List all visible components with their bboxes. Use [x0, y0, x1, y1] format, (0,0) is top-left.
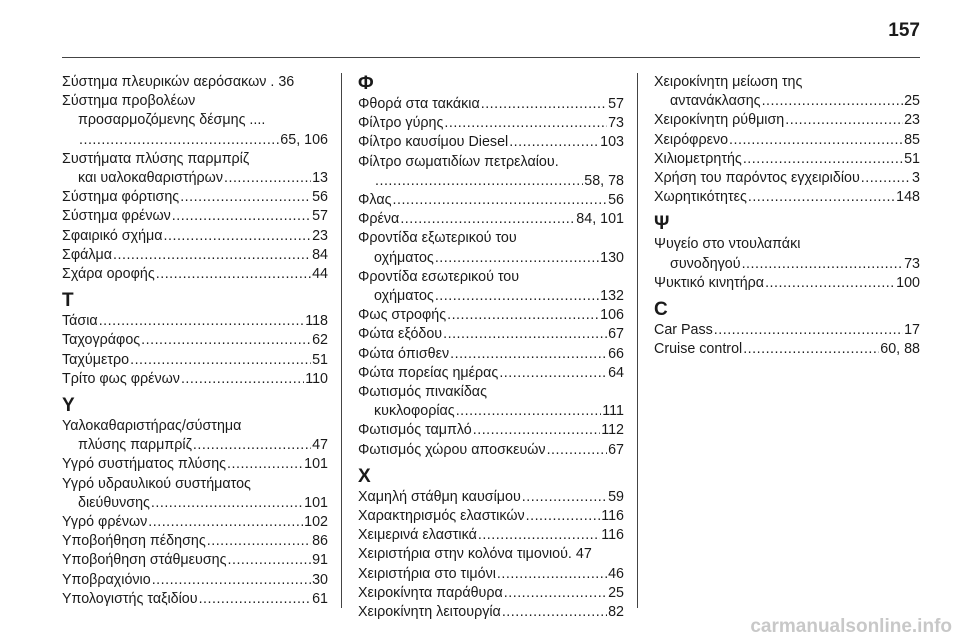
index-entry-text: Χειροκίνητα παράθυρα — [358, 584, 503, 601]
dot-leader — [375, 172, 583, 191]
dot-leader — [478, 526, 600, 545]
index-entry — [358, 306, 624, 325]
index-entry-text: κυκλοφορίας — [374, 403, 455, 420]
dot-leader — [450, 345, 607, 364]
index-page-ref: 118 — [305, 313, 328, 330]
index-entry-text: Φωτισμός χώρου αποσκευών — [358, 441, 546, 458]
index-entry — [358, 488, 624, 507]
index-page-ref: 30 — [312, 571, 328, 588]
index-letter-heading: Τ — [62, 290, 74, 312]
index-page-ref: 47 — [312, 437, 328, 454]
index-letter-heading: Φ — [358, 73, 374, 94]
index-entry-line: Φίλτρο σωματιδίων πετρελαίου. — [358, 153, 559, 170]
index-entry-text: Χιλιομετρητής — [654, 150, 742, 167]
index-entry — [62, 265, 328, 284]
index-entry-line: Συστήματα πλύσης παρμπρίζ — [62, 150, 250, 167]
index-page-ref: 60, 88 — [880, 341, 920, 358]
dot-leader — [199, 590, 312, 609]
index-entry-text: Φθορά στα τακάκια — [358, 96, 480, 112]
dot-leader — [748, 188, 895, 207]
dot-leader — [743, 150, 903, 169]
dot-leader — [547, 441, 608, 460]
index-page-ref: 57 — [608, 96, 624, 112]
dot-leader — [227, 455, 303, 474]
index-entry — [358, 287, 624, 306]
index-entry — [654, 92, 920, 111]
index-entry — [654, 274, 920, 293]
index-page-ref: 23 — [312, 227, 328, 244]
watermark: carmanualsonline.info — [750, 616, 952, 637]
index-entry-text: Φίλτρο καυσίμου Diesel — [358, 134, 509, 151]
index-entry — [62, 312, 328, 331]
index-entry-line: Φροντίδα εξωτερικού του — [358, 230, 517, 247]
index-entry — [358, 603, 624, 622]
index-page-ref: 116 — [601, 508, 624, 525]
index-page-ref: 23 — [904, 112, 920, 129]
index-entry — [62, 551, 328, 570]
index-entry-text: συνοδηγού — [670, 255, 741, 272]
index-page-ref: 84, 101 — [576, 211, 624, 228]
index-page-ref: 25 — [608, 584, 624, 601]
index-entry — [62, 188, 328, 207]
index-page-ref: 111 — [602, 403, 624, 420]
column-divider — [341, 73, 342, 608]
index-entry — [654, 111, 920, 130]
index-entry — [358, 172, 624, 191]
index-page-ref: 47 — [575, 546, 592, 563]
dot-leader — [443, 325, 607, 344]
index-column-1 — [62, 73, 328, 609]
index-entry-text: Υπολογιστής ταξιδίου — [62, 590, 198, 607]
index-page-ref: 84 — [312, 246, 328, 263]
index-entry — [62, 331, 328, 350]
dot-leader — [224, 169, 311, 188]
index-entry-text: Υποβοήθηση πέδησης — [62, 533, 206, 550]
index-entry — [358, 526, 624, 545]
index-page-ref: 51 — [904, 150, 920, 167]
index-page-ref: 67 — [608, 441, 624, 458]
index-entry-text: Σχάρα οροφής — [62, 266, 155, 283]
index-entry — [62, 207, 328, 226]
index-column-2 — [358, 73, 624, 622]
index-entry — [358, 325, 624, 344]
index-column-3 — [654, 73, 920, 359]
index-entry-text: Φρένα — [358, 211, 400, 228]
index-entry — [654, 150, 920, 169]
index-entry — [654, 340, 920, 359]
index-page-ref: 82 — [608, 604, 624, 621]
dot-leader — [522, 488, 607, 507]
index-entry-text: οχήματος — [374, 288, 434, 305]
dot-leader — [181, 370, 304, 389]
index-entry — [62, 351, 328, 370]
dot-leader — [207, 532, 311, 551]
dot-leader — [435, 287, 599, 306]
index-entry-text: Cruise control — [654, 341, 743, 358]
index-entry-text: Χειρόφρενο — [654, 131, 729, 148]
index-entry-text: Υποβραχιόνιο — [62, 571, 151, 588]
index-entry — [654, 169, 920, 188]
dot-leader — [742, 255, 904, 274]
index-entry-text: Υγρό συστήματος πλύσης — [62, 456, 227, 473]
dot-leader — [473, 421, 600, 440]
dot-leader — [509, 133, 599, 152]
index-page-ref: 130 — [600, 249, 624, 266]
dot-leader — [393, 191, 608, 210]
index-page-ref: 13 — [312, 170, 328, 187]
index-entry-line: προσαρμοζόμενης δέσμης .... — [78, 112, 266, 129]
dot-leader — [456, 402, 602, 421]
dot-leader — [151, 494, 303, 513]
index-entry-text: Χωρητικότητες — [654, 189, 747, 206]
dot-leader — [481, 95, 607, 114]
index-entry-text: Car Pass — [654, 322, 713, 339]
index-entry-text: Ταχύμετρο — [62, 351, 130, 368]
index-entry-text: Φωτισμός ταμπλό — [358, 422, 472, 439]
index-page-ref: 73 — [608, 115, 624, 132]
index-entry — [654, 255, 920, 274]
index-page-ref: 103 — [600, 134, 624, 151]
index-page-ref: 101 — [304, 456, 328, 473]
index-page-ref: 86 — [312, 533, 328, 550]
index-entry — [62, 571, 328, 590]
dot-leader — [172, 207, 311, 226]
index-page-ref: 25 — [904, 93, 920, 110]
index-page-ref: 59 — [608, 488, 624, 505]
index-entry — [358, 402, 624, 421]
index-page-ref: 106 — [600, 307, 624, 324]
index-entry — [62, 590, 328, 609]
index-entry-text: Χειροκίνητη ρύθμιση — [654, 112, 785, 129]
index-letter-heading: Υ — [62, 395, 75, 417]
index-page-ref: 91 — [312, 552, 328, 569]
dot-leader — [141, 331, 311, 350]
index-entry-text: Φίλτρο γύρης — [358, 115, 444, 132]
index-page-ref: 65, 106 — [280, 131, 328, 148]
index-entry — [62, 532, 328, 551]
index-entry-text: Χειροκίνητη λειτουργία — [358, 604, 501, 621]
index-entry-text: Χειριστήρια στο τιμόνι — [358, 565, 496, 582]
index-entry-text: Χρήση του παρόντος εγχειριδίου — [654, 170, 860, 187]
dot-leader — [444, 114, 607, 133]
index-page-ref: 58, 78 — [584, 172, 624, 189]
dot-leader — [447, 306, 599, 325]
index-page-ref: 3 — [912, 170, 920, 187]
index-page-ref: 56 — [608, 192, 624, 209]
dot-leader — [228, 551, 312, 570]
index-entry — [358, 345, 624, 364]
index-entry-line: Υγρό υδραυλικού συστήματος — [62, 475, 251, 492]
index-page-ref: 67 — [608, 326, 624, 343]
dot-leader — [504, 584, 607, 603]
index-entry-text: Σύστημα φρένων — [62, 208, 171, 225]
index-entry-text: Ταχογράφος — [62, 332, 141, 349]
index-entry — [654, 188, 920, 207]
index-page-ref: 46 — [608, 565, 624, 582]
index-entry-text: Χειμερινά ελαστικά — [358, 527, 477, 544]
index-entry-text: Υποβοήθηση στάθμευσης — [62, 552, 227, 569]
index-letter-heading: Ψ — [654, 213, 670, 235]
index-entry — [654, 131, 920, 150]
index-entry-line: Ψυγείο στο ντουλαπάκι — [654, 236, 801, 253]
index-entry — [62, 455, 328, 474]
index-entry — [358, 114, 624, 133]
dot-leader — [743, 340, 879, 359]
index-entry — [62, 494, 328, 513]
index-entry-text: Σφάλμα — [62, 246, 113, 263]
index-entry-text: και υαλοκαθαριστήρων — [78, 170, 223, 187]
dot-leader — [193, 436, 311, 455]
dot-leader — [152, 571, 311, 590]
index-entry — [358, 565, 624, 584]
dot-leader — [164, 227, 312, 246]
index-entry-text: Φως στροφής — [358, 307, 447, 324]
dot-leader — [499, 364, 607, 383]
index-entry — [62, 370, 328, 389]
dot-leader — [861, 169, 911, 188]
index-entry-text: Ψυκτικό κινητήρα — [654, 274, 765, 291]
index-entry-text: Φώτα εξόδου — [358, 326, 443, 343]
header-rule — [62, 57, 920, 58]
dot-leader — [785, 111, 903, 130]
dot-leader — [180, 188, 311, 207]
dot-leader — [435, 249, 599, 268]
index-page-ref: 61 — [312, 590, 328, 607]
index-entry-text: αντανάκλασης — [670, 93, 761, 110]
index-entry-text: Φλας — [358, 192, 392, 209]
index-page-ref: 62 — [312, 332, 328, 349]
index-page-ref: 56 — [312, 189, 328, 206]
index-entry — [358, 249, 624, 268]
index-letter-heading: Χ — [358, 465, 371, 487]
index-entry-text: διεύθυνσης — [78, 494, 150, 511]
index-entry-text: Υγρό φρένων — [62, 514, 148, 531]
index-letter-heading: C — [654, 299, 668, 321]
index-entry-line: Φωτισμός πινακίδας — [358, 384, 487, 401]
dot-leader — [714, 321, 903, 340]
index-page-ref: 17 — [904, 322, 920, 339]
dot-leader — [79, 131, 279, 150]
index-page-ref: 148 — [896, 189, 920, 206]
dot-leader — [765, 274, 895, 293]
index-entry-text: Σύστημα πλευρικών αερόσακων . — [62, 74, 275, 90]
index-entry-text: Τρίτο φως φρένων — [62, 370, 180, 387]
index-entry-text: Χαμηλή στάθμη καυσίμου — [358, 488, 521, 505]
index-entry-text: Χαρακτηρισμός ελαστικών — [358, 508, 525, 525]
index-entry-line: Χειροκίνητη μείωση της — [654, 74, 803, 90]
index-page-ref: 102 — [304, 514, 328, 531]
index-entry — [358, 584, 624, 603]
index-page-ref: 73 — [904, 255, 920, 272]
index-page-ref: 101 — [304, 494, 328, 511]
dot-leader — [729, 131, 903, 150]
index-page-ref: 51 — [312, 351, 328, 368]
index-entry-text: Χειριστήρια στην κολόνα τιμονιού. — [358, 546, 572, 563]
index-entry-text: Φώτα πορείας ημέρας — [358, 364, 499, 381]
index-page-ref: 112 — [601, 422, 624, 439]
index-entry-text: πλύσης παρμπρίζ — [78, 437, 192, 454]
dot-leader — [400, 210, 575, 229]
index-entry-line: Σύστημα προβολέων — [62, 93, 196, 110]
index-entry — [358, 421, 624, 440]
index-entry-text: Τάσια — [62, 313, 98, 330]
index-entry — [358, 507, 624, 526]
index-page-ref: 57 — [312, 208, 328, 225]
index-entry — [62, 169, 328, 188]
dot-leader — [99, 312, 305, 331]
index-page-ref: 116 — [601, 527, 624, 544]
dot-leader — [762, 92, 904, 111]
index-page-ref: 85 — [904, 131, 920, 148]
index-entry — [358, 95, 624, 114]
dot-leader — [526, 507, 601, 526]
index-entry — [358, 133, 624, 152]
index-entry-text: Σύστημα φόρτισης — [62, 189, 180, 206]
index-page-ref: 44 — [312, 266, 328, 283]
dot-leader — [156, 265, 311, 284]
index-entry — [358, 441, 624, 460]
index-entry — [62, 131, 328, 150]
index-entry-line: Υαλοκαθαριστήρας/σύστημα — [62, 418, 242, 435]
index-entry-line: Φροντίδα εσωτερικού του — [358, 268, 520, 285]
index-entry — [654, 321, 920, 340]
column-divider — [637, 73, 638, 608]
dot-leader — [130, 351, 311, 370]
index-page-ref: 132 — [600, 288, 624, 305]
index-entry-text: Σφαιρικό σχήμα — [62, 227, 163, 244]
dot-leader — [113, 246, 311, 265]
index-entry — [62, 246, 328, 265]
index-entry — [62, 436, 328, 455]
index-entry — [358, 545, 624, 564]
dot-leader — [502, 603, 607, 622]
page-number: 157 — [888, 20, 920, 41]
index-page-ref: 66 — [608, 345, 624, 362]
index-page-ref: 64 — [608, 364, 624, 381]
index-entry-text: Φώτα όπισθεν — [358, 345, 450, 362]
index-page-ref: 110 — [305, 370, 328, 387]
index-entry-text: οχήματος — [374, 249, 434, 266]
index-entry — [358, 191, 624, 210]
index-entry — [358, 210, 624, 229]
index-page-ref: 36 — [278, 74, 295, 90]
index-entry — [62, 513, 328, 532]
index-entry — [62, 73, 328, 92]
index-entry — [358, 364, 624, 383]
dot-leader — [148, 513, 303, 532]
dot-leader — [497, 565, 607, 584]
index-entry — [62, 227, 328, 246]
index-page-ref: 100 — [896, 274, 920, 291]
